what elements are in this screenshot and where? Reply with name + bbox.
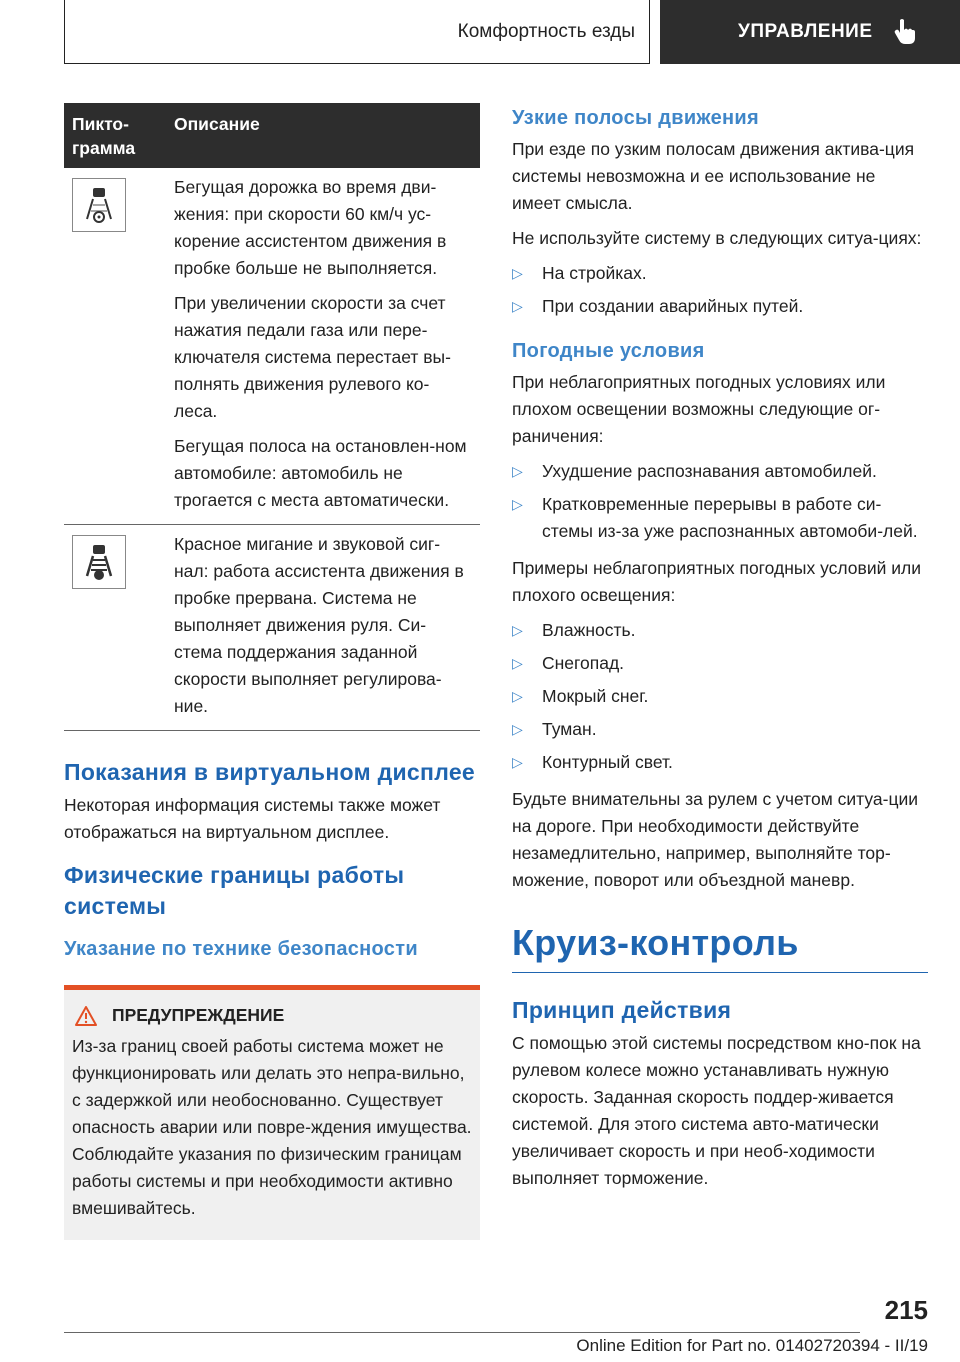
weather-examples-list: [512, 617, 928, 776]
warning-title: ПРЕДУПРЕЖДЕНИЕ: [112, 1005, 285, 1025]
list-item: ▷ Снегопад.: [512, 650, 928, 677]
heading-physical-limits: Физические границы работы системы: [64, 862, 405, 919]
bullet-triangle-icon: ▷: [512, 496, 523, 512]
description-paragraph: Бегущая дорожка во время дви-жения: при скорости 60 км/ч ус-корение ассистентом движения в пробке больше не выполняется.: [174, 177, 447, 278]
list-item: ▷ На стройках.: [512, 260, 928, 287]
narrow-list: [512, 260, 928, 320]
bullet-triangle-icon: ▷: [512, 622, 523, 638]
bullet-triangle-icon: ▷: [512, 721, 523, 737]
right-column: [512, 103, 928, 1200]
heading-principle: Принцип действия: [512, 997, 732, 1023]
bullet-triangle-icon: ▷: [512, 298, 523, 314]
paragraph-narrow-2: Не используйте систему в следующих ситуа-циях:: [512, 228, 922, 248]
bullet-triangle-icon: ▷: [512, 754, 523, 770]
paragraph-virtual-display: Некоторая информация системы также может отображаться на виртуальном дисплее.: [64, 795, 441, 842]
heading-cruise-control: Круиз-контроль: [512, 920, 928, 973]
paragraph-weather-3: Будьте внимательны за рулем с учетом ситуа-ции на дороге. При необходимости действуйте незамедлительно, например, выполняйте тор-можение, поворот или объездной маневр.: [512, 789, 919, 890]
table-header-pictogram: Пикто-грамма: [64, 103, 166, 168]
list-item: ▷ Кратковременные перерывы в работе си-стемы из-за уже распознанных автомоби-лей.: [512, 491, 928, 545]
running-header-section: [64, 0, 650, 64]
list-item: ▷ Контурный свет.: [512, 749, 928, 776]
running-header-chapter: [660, 0, 960, 64]
description-paragraph: Бегущая полоса на остановлен-ном автомобиле: автомобиль не трогается с места автоматически.: [174, 436, 467, 510]
left-column: [64, 103, 480, 1240]
list-item: ▷ Ухудшение распознавания автомобилей.: [512, 458, 928, 485]
chapter-title: УПРАВЛЕНИЕ: [738, 21, 873, 42]
description-paragraph: Красное мигание и звуковой сиг-нал: работа ассистента движения в пробке прервана. Система не выполняет движения руля. Си-стема поддержания заданной скорости выполняет регулирова-ние.: [174, 534, 464, 716]
traffic-jam-assistant-icon: [72, 178, 126, 232]
warning-triangle-icon: [74, 1005, 98, 1027]
traffic-jam-assistant-interrupted-icon: [72, 535, 126, 589]
page-number: 215: [884, 1295, 928, 1325]
bullet-triangle-icon: ▷: [512, 265, 523, 281]
footer-edition: Online Edition for Part no. 01402720394 - II/19: [576, 1336, 928, 1355]
description-paragraph: При увеличении скорости за счет нажатия педали газа или пере-ключателя система перестает вы-полнять движения рулевого ко-леса.: [174, 293, 451, 421]
bullet-triangle-icon: ▷: [512, 688, 523, 704]
list-item: ▷ Мокрый снег.: [512, 683, 928, 710]
section-title: Комфортность езды: [457, 20, 635, 42]
table-row: [64, 168, 480, 525]
paragraph-weather-2: Примеры неблагоприятных погодных условий или плохого освещения:: [512, 558, 922, 605]
heading-narrow-lanes: Узкие полосы движения: [512, 107, 759, 129]
heading-virtual-display: Показания в виртуальном дисплее: [64, 759, 476, 785]
warning-text: Из-за границ своей работы система может не функционировать или делать это непра-вильно, с задержкой или необоснованно. Существует опасность аварии или повре-ждения имущества. Соблюдайте указания по физическим границам работы системы и при необходимости активно вмешивайтесь.: [72, 1036, 472, 1218]
list-item: ▷ Туман.: [512, 716, 928, 743]
bullet-triangle-icon: ▷: [512, 655, 523, 671]
pointing-hand-icon: [891, 18, 917, 46]
list-item: ▷ При создании аварийных путей.: [512, 293, 928, 320]
table-row: [64, 525, 480, 731]
warning-box: [64, 985, 480, 1240]
paragraph-weather-1: При неблагоприятных погодных условиях или плохом освещении возможны следующие ог-раничения:: [512, 372, 886, 446]
heading-safety-note: Указание по технике безопасности: [64, 938, 418, 960]
paragraph-narrow-1: При езде по узким полосам движения актива-ция системы невозможна и ее использование не имеет смысла.: [512, 139, 915, 213]
heading-weather: Погодные условия: [512, 340, 705, 362]
list-item: ▷ Влажность.: [512, 617, 928, 644]
pictogram-table: [64, 103, 480, 731]
footer-divider: [64, 1332, 860, 1333]
bullet-triangle-icon: ▷: [512, 463, 523, 479]
table-header-description: Описание: [166, 103, 480, 168]
paragraph-principle: С помощью этой системы посредством кно-пок на рулевом колесе можно устанавливать нужную скорость. Заданная скорость поддер-живается системой. Для этого система авто-матически увеличивает скорость и при необ-ходимости выполняет торможение.: [512, 1033, 921, 1188]
weather-list: [512, 458, 928, 545]
